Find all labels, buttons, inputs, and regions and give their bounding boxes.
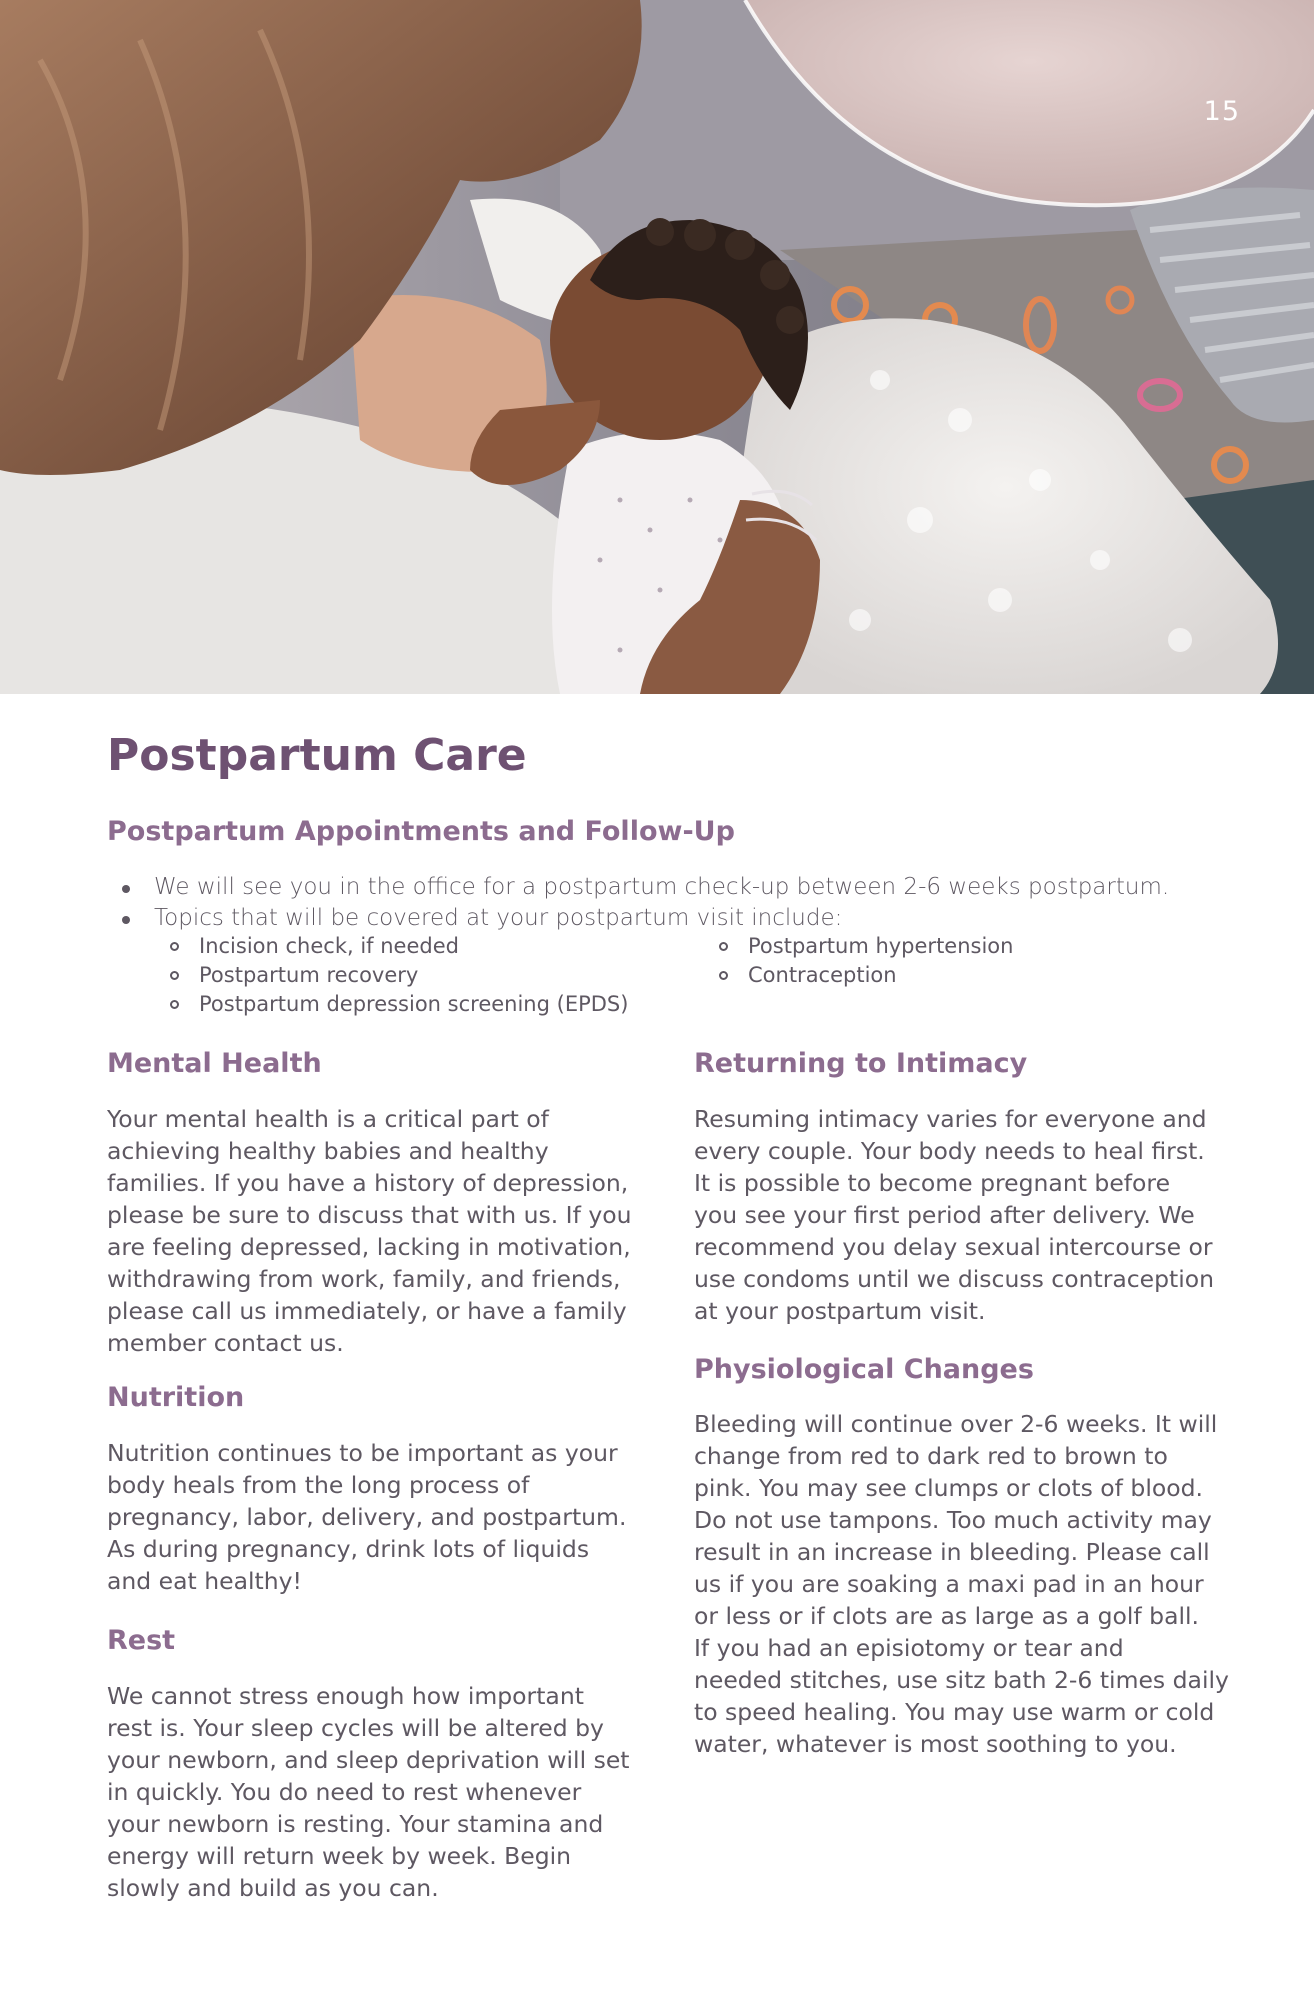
list-item: Postpartum depression screening (EPDS) (164, 990, 684, 1019)
list-item: We will see you in the office for a postpartum check-up between 2-6 weeks postpartum. (118, 872, 1238, 903)
rest-text: We cannot stress enough how important rest is. Your sleep cycles will be altered by your newborn, and sleep deprivation will set in quickly. You do need to rest whenever your newborn is resting. Your stamina and energy will return week by week. Begin slowly and build as you can. (107, 1682, 630, 1902)
list-item: Postpartum hypertension (713, 932, 1173, 961)
mental-health-heading: Mental Health (107, 1048, 322, 1079)
appointments-heading: Postpartum Appointments and Follow-Up (107, 816, 735, 847)
appointments-list (118, 872, 1238, 934)
intimacy-heading: Returning to Intimacy (694, 1048, 1028, 1079)
topics-list-left (164, 932, 684, 1019)
page-title: Postpartum Care (107, 730, 527, 781)
nutrition-heading: Nutrition (107, 1382, 245, 1413)
mental-health-text: Your mental health is a critical part of achieving healthy babies and healthy families. If you have a history of depression, please be sure to discuss that with us. If you are feeling depressed, lacking in motivation, withdrawing from work, family, and friends, please call us immediately, or have a family member contact us. (107, 1105, 632, 1357)
list-item: Contraception (713, 961, 1173, 990)
list-item: Topics that will be covered at your postpartum visit include: (118, 903, 1238, 934)
rest-heading: Rest (107, 1625, 176, 1656)
physiological-heading: Physiological Changes (694, 1354, 1034, 1385)
list-item: Postpartum recovery (164, 961, 684, 990)
page-number: 15 (1203, 96, 1240, 127)
list-item: Incision check, if needed (164, 932, 684, 961)
topics-list-right (713, 932, 1173, 990)
nutrition-text: Nutrition continues to be important as your body heals from the long process of pregnancy, labor, delivery, and postpartum. As during pregnancy, drink lots of liquids and eat healthy! (107, 1439, 627, 1595)
physiological-text: Bleeding will continue over 2-6 weeks. It will change from red to dark red to brown to pink. You may see clumps or clots of blood. Do not use tampons. Too much activity may result in an increase in bleeding. Please call us if you are soaking a maxi pad in an hour or less or if clots are as large as a golf ball. If you had an episiotomy or tear and needed stitches, use sitz bath 2-6 times daily to speed healing. You may use warm or cold water, whatever is most soothing to you. (694, 1410, 1229, 1758)
hero-photo (0, 0, 1314, 694)
hero-illustration (0, 0, 1314, 694)
intimacy-text: Resuming intimacy varies for everyone and every couple. Your body needs to heal first. It is possible to become pregnant before you see your first period after delivery. We recommend you delay sexual intercourse or use condoms until we discuss contraception at your postpartum visit. (694, 1105, 1215, 1325)
